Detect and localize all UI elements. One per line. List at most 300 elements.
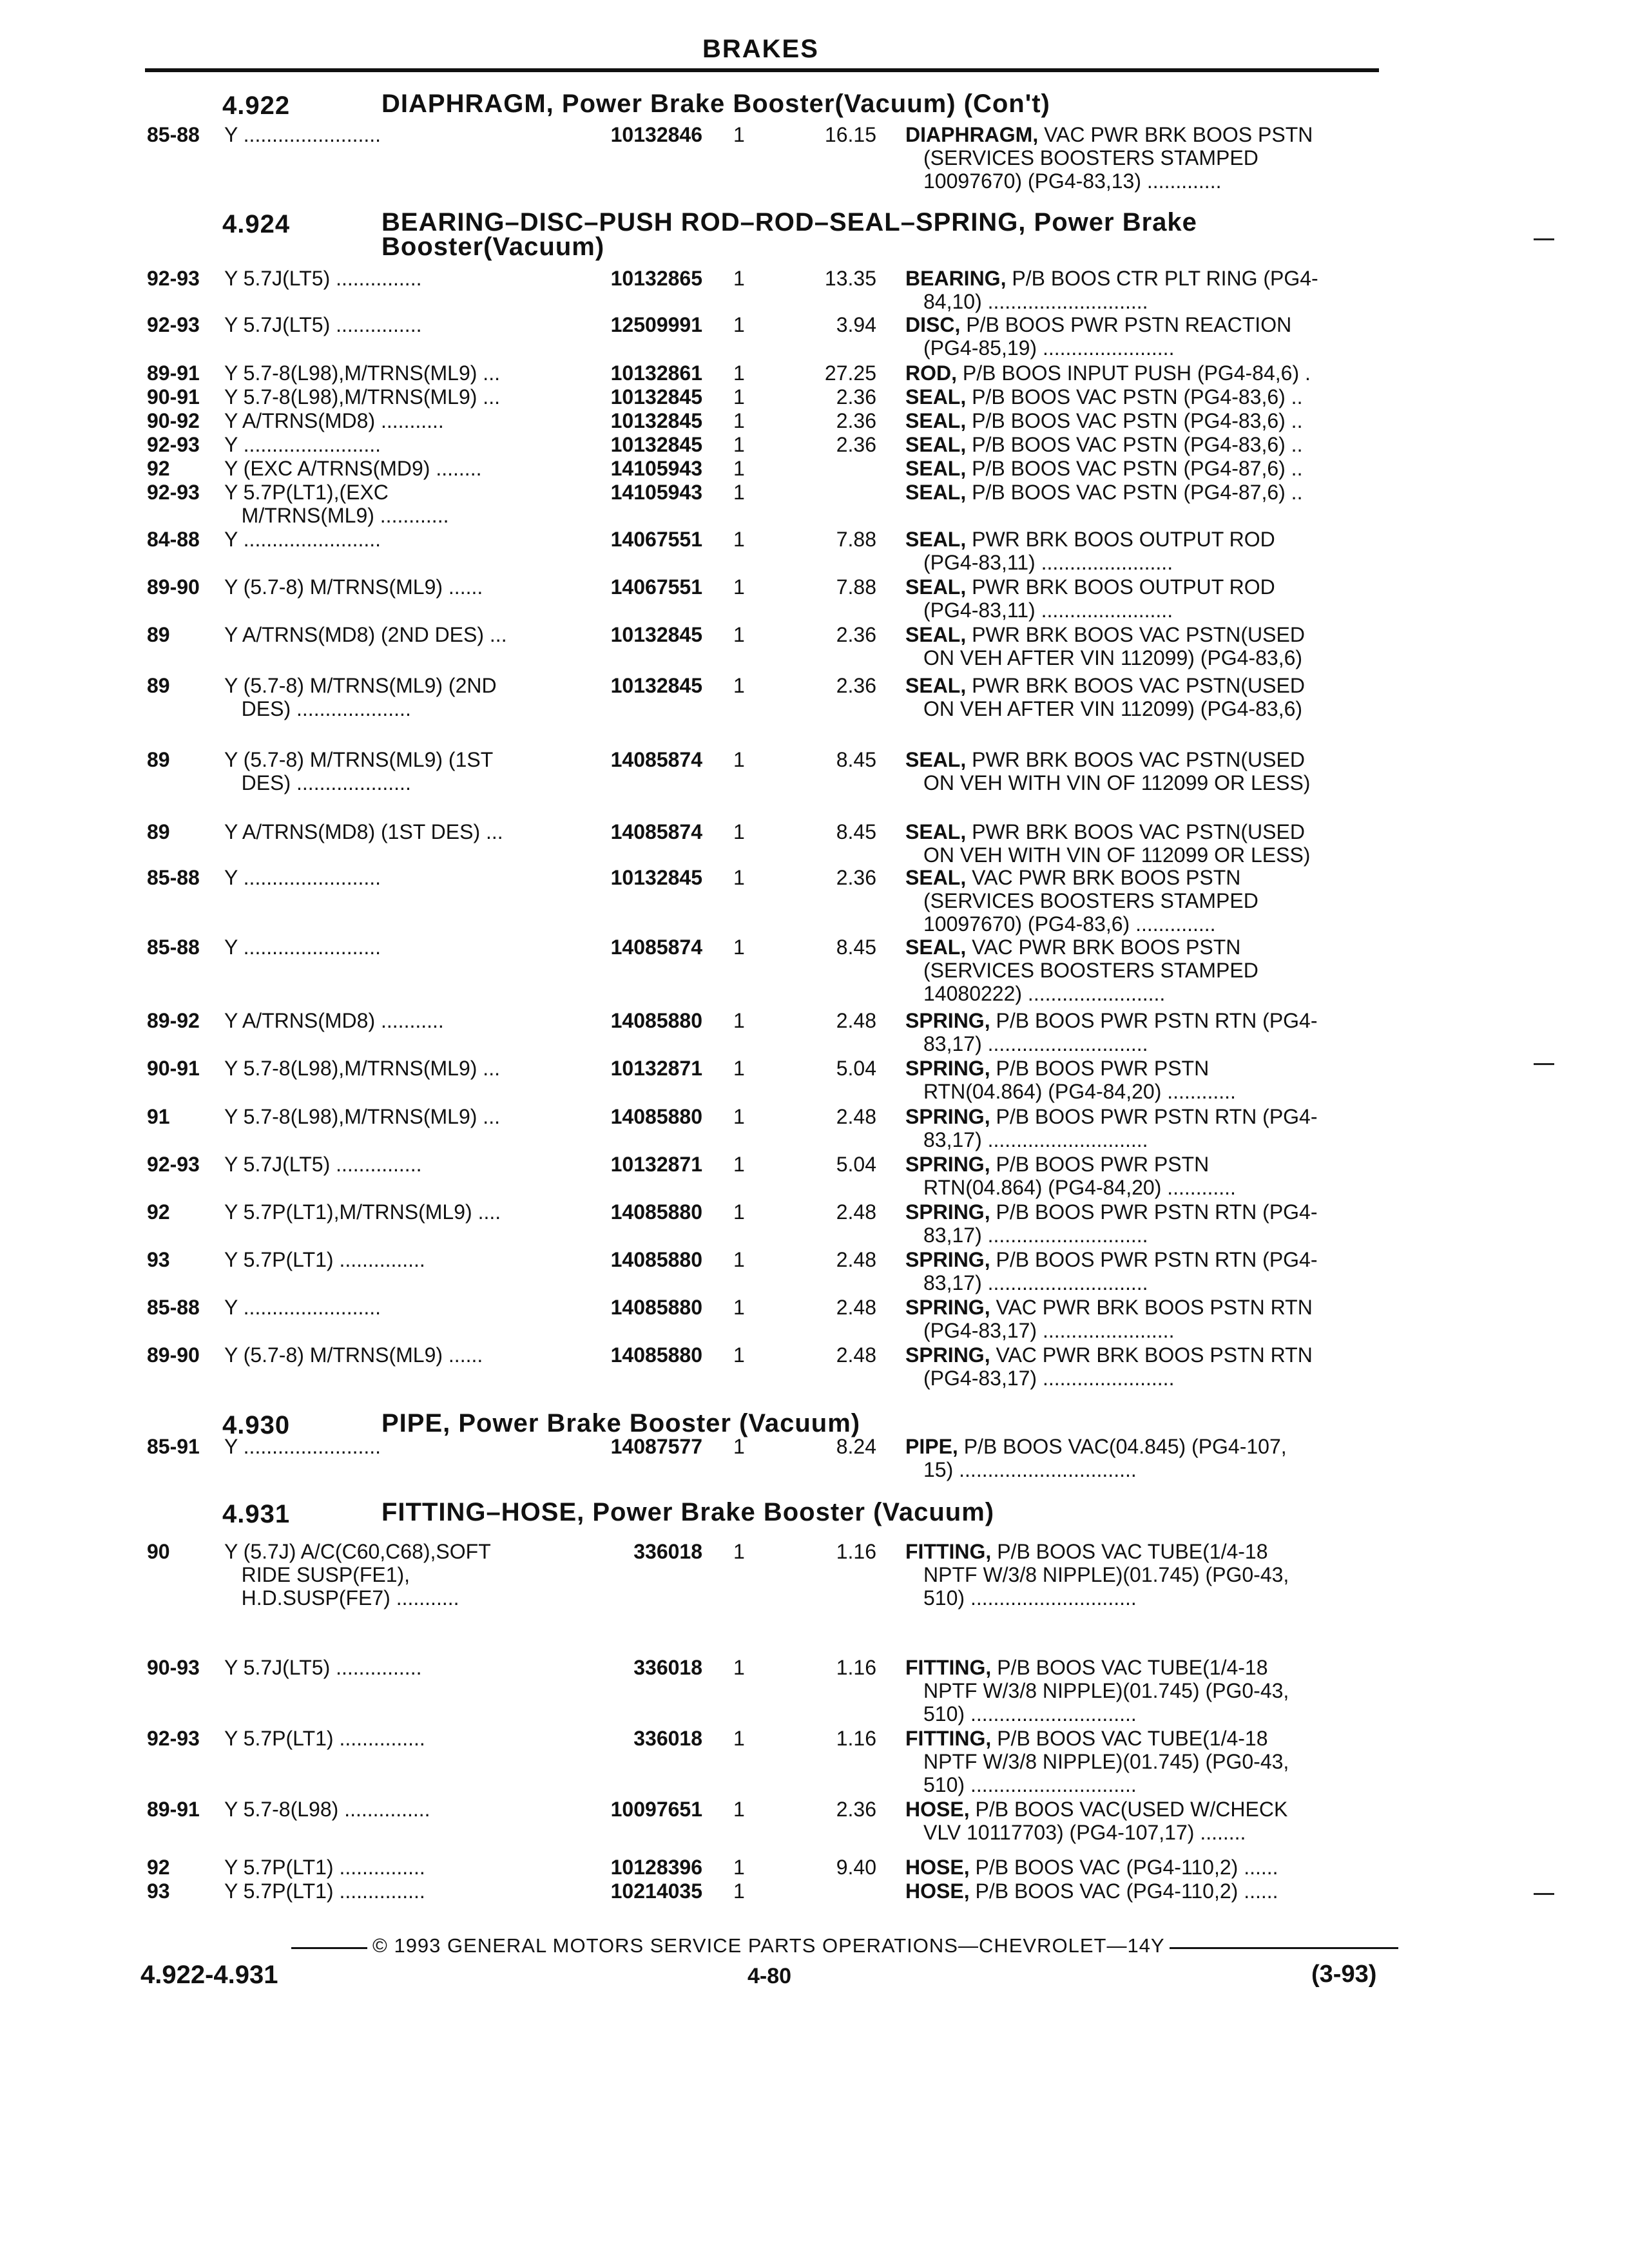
part-number: 14085874 bbox=[610, 820, 702, 843]
part-name bbox=[905, 433, 1382, 456]
quantity: 1 bbox=[733, 1248, 745, 1271]
application-description bbox=[224, 123, 569, 146]
part-name-line: 10097670) (PG4-83,13) ............. bbox=[923, 169, 1222, 193]
application-description bbox=[224, 361, 569, 385]
part-name-keyword: SEAL, bbox=[905, 409, 967, 432]
application-description bbox=[224, 528, 569, 551]
part-name-line bbox=[905, 866, 1382, 889]
model-years: 90-93 bbox=[147, 1656, 200, 1679]
part-name bbox=[905, 457, 1382, 480]
part-name-text: P/B BOOS VAC TUBE(1/4-18 bbox=[991, 1540, 1268, 1563]
list-price: 7.88 bbox=[836, 575, 876, 599]
description-line: Y (5.7-8) M/TRNS(ML9) ...... bbox=[224, 1343, 483, 1367]
part-name-line bbox=[905, 1435, 1382, 1458]
part-name-line: RTN(04.864) (PG4-84,20) ............ bbox=[923, 1080, 1236, 1103]
part-name-keyword: DISC, bbox=[905, 313, 961, 336]
part-name-text: P/B BOOS VAC (PG4-110,2) ...... bbox=[969, 1879, 1278, 1903]
part-number: 10132845 bbox=[610, 623, 702, 646]
part-number: 14085880 bbox=[610, 1200, 702, 1224]
section-number: 4.930 bbox=[222, 1411, 291, 1439]
list-price: 2.36 bbox=[836, 433, 876, 456]
part-name bbox=[905, 1798, 1382, 1844]
part-number: 14085880 bbox=[610, 1248, 702, 1271]
part-name-text: PWR BRK BOOS VAC PSTN(USED bbox=[966, 674, 1305, 697]
part-name-line bbox=[905, 123, 1382, 146]
part-name bbox=[905, 1435, 1382, 1481]
margin-tick bbox=[1534, 1893, 1554, 1895]
application-description bbox=[224, 1343, 569, 1367]
application-description bbox=[224, 1727, 569, 1750]
model-years: 90-91 bbox=[147, 385, 200, 408]
description-line: DES) .................... bbox=[224, 697, 411, 720]
description-line: Y 5.7P(LT1),(EXC bbox=[224, 481, 389, 504]
list-price: 2.48 bbox=[836, 1105, 876, 1128]
part-name-line bbox=[905, 1879, 1382, 1903]
list-price: 16.15 bbox=[824, 123, 876, 146]
model-years: 90-91 bbox=[147, 1057, 200, 1080]
part-name-text: PWR BRK BOOS VAC PSTN(USED bbox=[966, 820, 1305, 843]
part-name bbox=[905, 1057, 1382, 1103]
section-number: 4.931 bbox=[222, 1500, 291, 1528]
part-name-line: NPTF W/3/8 NIPPLE)(01.745) (PG0-43, bbox=[923, 1563, 1289, 1586]
quantity: 1 bbox=[733, 361, 745, 385]
model-years: 92 bbox=[147, 1200, 170, 1224]
list-price: 1.16 bbox=[836, 1727, 876, 1750]
part-number: 14085874 bbox=[610, 748, 702, 771]
description-line: Y 5.7-8(L98) ............... bbox=[224, 1798, 430, 1821]
part-name-text: PWR BRK BOOS VAC PSTN(USED bbox=[966, 748, 1305, 771]
model-years: 89-91 bbox=[147, 1798, 200, 1821]
list-price: 7.88 bbox=[836, 528, 876, 551]
part-number: 14087577 bbox=[610, 1435, 702, 1458]
list-price: 2.36 bbox=[836, 623, 876, 646]
list-price: 5.04 bbox=[836, 1153, 876, 1176]
part-name-line bbox=[905, 936, 1382, 959]
part-name-keyword: ROD, bbox=[905, 361, 957, 385]
part-name bbox=[905, 1200, 1382, 1247]
description-line: Y 5.7P(LT1) ............... bbox=[224, 1879, 425, 1903]
part-name-line bbox=[905, 1057, 1382, 1080]
part-name-text: VAC PWR BRK BOOS PSTN bbox=[1038, 123, 1313, 146]
part-name-text: VAC PWR BRK BOOS PSTN RTN bbox=[990, 1343, 1313, 1367]
application-description bbox=[224, 1435, 569, 1458]
list-price: 13.35 bbox=[824, 267, 876, 290]
list-price: 2.36 bbox=[836, 866, 876, 889]
part-name-text: P/B BOOS VAC(04.845) (PG4-107, bbox=[958, 1435, 1287, 1458]
part-name-line bbox=[905, 1540, 1382, 1563]
part-name-keyword: SEAL, bbox=[905, 748, 967, 771]
model-years: 85-88 bbox=[147, 1296, 200, 1319]
part-number: 10132871 bbox=[610, 1153, 702, 1176]
model-years: 92 bbox=[147, 1856, 170, 1879]
model-years: 84-88 bbox=[147, 528, 200, 551]
part-name-line: (SERVICES BOOSTERS STAMPED bbox=[923, 959, 1258, 982]
part-name bbox=[905, 866, 1382, 936]
part-name-line: RTN(04.864) (PG4-84,20) ............ bbox=[923, 1176, 1236, 1199]
part-name bbox=[905, 674, 1382, 720]
quantity: 1 bbox=[733, 1153, 745, 1176]
part-name-keyword: HOSE, bbox=[905, 1798, 970, 1821]
quantity: 1 bbox=[733, 1727, 745, 1750]
part-name-text: P/B BOOS INPUT PUSH (PG4-84,6) . bbox=[957, 361, 1311, 385]
part-number: 14085880 bbox=[610, 1009, 702, 1032]
model-years: 90-92 bbox=[147, 409, 200, 432]
model-years: 92-93 bbox=[147, 313, 200, 336]
description-line: RIDE SUSP(FE1), bbox=[224, 1563, 410, 1586]
part-name bbox=[905, 528, 1382, 574]
footer-rule-left bbox=[291, 1947, 367, 1949]
part-number: 14085874 bbox=[610, 936, 702, 959]
part-name-text: PWR BRK BOOS VAC PSTN(USED bbox=[966, 623, 1305, 646]
description-line: Y (5.7J) A/C(C60,C68),SOFT bbox=[224, 1540, 491, 1563]
footer-rule-right bbox=[1170, 1947, 1398, 1949]
application-description bbox=[224, 674, 569, 720]
part-name bbox=[905, 313, 1382, 360]
section-title: BEARING–DISC–PUSH ROD–ROD–SEAL–SPRING, Power Brake Booster(Vacuum) bbox=[381, 208, 1197, 261]
part-name-line bbox=[905, 457, 1382, 480]
part-name-line: 83,17) ............................ bbox=[923, 1271, 1148, 1294]
application-description bbox=[224, 267, 569, 290]
part-name bbox=[905, 481, 1382, 504]
description-line: Y (5.7-8) M/TRNS(ML9) (1ST bbox=[224, 748, 494, 771]
part-name-text: VAC PWR BRK BOOS PSTN bbox=[966, 866, 1241, 889]
part-name-keyword: SPRING, bbox=[905, 1343, 990, 1367]
quantity: 1 bbox=[733, 575, 745, 599]
footer-copyright: © 1993 GENERAL MOTORS SERVICE PARTS OPERATIONS—CHEVROLET—14Y bbox=[372, 1934, 1165, 1957]
description-line: Y 5.7J(LT5) ............... bbox=[224, 1656, 422, 1679]
part-name-line: VLV 10117703) (PG4-107,17) ........ bbox=[923, 1821, 1246, 1844]
section-title: PIPE, Power Brake Booster (Vacuum) bbox=[381, 1409, 861, 1437]
part-name-line bbox=[905, 1296, 1382, 1319]
application-description bbox=[224, 1009, 569, 1032]
part-name bbox=[905, 1248, 1382, 1294]
footer-section-range: 4.922-4.931 bbox=[140, 1961, 278, 1989]
model-years: 89-91 bbox=[147, 361, 200, 385]
part-name-line bbox=[905, 820, 1382, 843]
application-description bbox=[224, 748, 569, 794]
part-name-line: (PG4-85,19) ....................... bbox=[923, 336, 1175, 360]
description-line: Y (5.7-8) M/TRNS(ML9) (2ND bbox=[224, 674, 497, 697]
part-name-text: P/B BOOS PWR PSTN RTN (PG4- bbox=[990, 1248, 1318, 1271]
quantity: 1 bbox=[733, 481, 745, 504]
part-name-keyword: SEAL, bbox=[905, 674, 967, 697]
part-number: 10132845 bbox=[610, 674, 702, 697]
quantity: 1 bbox=[733, 313, 745, 336]
quantity: 1 bbox=[733, 433, 745, 456]
section-title: FITTING–HOSE, Power Brake Booster (Vacuum) bbox=[381, 1498, 995, 1526]
description-line: Y 5.7J(LT5) ............... bbox=[224, 313, 422, 336]
part-name-keyword: SEAL, bbox=[905, 575, 967, 599]
part-name-line bbox=[905, 385, 1382, 408]
part-name-text: P/B BOOS VAC (PG4-110,2) ...... bbox=[969, 1856, 1278, 1879]
application-description bbox=[224, 1200, 569, 1224]
part-name-text: P/B BOOS PWR PSTN RTN (PG4- bbox=[990, 1105, 1318, 1128]
part-name-line: (PG4-83,17) ....................... bbox=[923, 1319, 1175, 1342]
part-name-text: P/B BOOS VAC TUBE(1/4-18 bbox=[991, 1656, 1268, 1679]
part-name-line bbox=[905, 1343, 1382, 1367]
part-name-keyword: SPRING, bbox=[905, 1200, 990, 1224]
part-number: 10097651 bbox=[610, 1798, 702, 1821]
description-line: M/TRNS(ML9) ............ bbox=[224, 504, 449, 527]
part-number: 14105943 bbox=[610, 457, 702, 480]
header-rule bbox=[145, 68, 1379, 72]
model-years: 92-93 bbox=[147, 433, 200, 456]
footer-page-number: 4-80 bbox=[747, 1964, 792, 1988]
application-description bbox=[224, 820, 569, 843]
description-line: Y A/TRNS(MD8) (1ST DES) ... bbox=[224, 820, 503, 843]
part-name-keyword: SEAL, bbox=[905, 528, 967, 551]
part-name-line: 510) ............................. bbox=[923, 1773, 1137, 1796]
description-line: Y 5.7P(LT1) ............... bbox=[224, 1727, 425, 1750]
model-years: 91 bbox=[147, 1105, 170, 1128]
part-name bbox=[905, 361, 1382, 385]
list-price: 1.16 bbox=[836, 1540, 876, 1563]
description-line: Y 5.7P(LT1),M/TRNS(ML9) .... bbox=[224, 1200, 501, 1224]
application-description bbox=[224, 409, 569, 432]
part-name-line: (SERVICES BOOSTERS STAMPED bbox=[923, 889, 1258, 912]
part-number: 10214035 bbox=[610, 1879, 702, 1903]
part-name-line: 83,17) ............................ bbox=[923, 1224, 1148, 1247]
quantity: 1 bbox=[733, 267, 745, 290]
application-description bbox=[224, 1540, 569, 1610]
quantity: 1 bbox=[733, 1656, 745, 1679]
list-price: 2.48 bbox=[836, 1343, 876, 1367]
description-line: Y ........................ bbox=[224, 1296, 381, 1319]
part-name bbox=[905, 409, 1382, 432]
part-name-keyword: SPRING, bbox=[905, 1057, 990, 1080]
part-number: 14085880 bbox=[610, 1343, 702, 1367]
part-name-line: 510) ............................. bbox=[923, 1586, 1137, 1610]
description-line: Y 5.7-8(L98),M/TRNS(ML9) ... bbox=[224, 385, 500, 408]
quantity: 1 bbox=[733, 1435, 745, 1458]
model-years: 92-93 bbox=[147, 481, 200, 504]
part-name-line bbox=[905, 575, 1382, 599]
application-description bbox=[224, 385, 569, 408]
description-line: Y 5.7P(LT1) ............... bbox=[224, 1248, 425, 1271]
part-name-line: ON VEH WITH VIN OF 112099 OR LESS) bbox=[923, 771, 1311, 794]
quantity: 1 bbox=[733, 528, 745, 551]
margin-tick bbox=[1534, 1063, 1554, 1065]
part-name-line bbox=[905, 623, 1382, 646]
list-price: 8.45 bbox=[836, 748, 876, 771]
list-price: 8.24 bbox=[836, 1435, 876, 1458]
part-name bbox=[905, 123, 1382, 193]
part-name-line bbox=[905, 1656, 1382, 1679]
part-name bbox=[905, 1879, 1382, 1903]
part-name-keyword: SEAL, bbox=[905, 385, 967, 408]
quantity: 1 bbox=[733, 1057, 745, 1080]
quantity: 1 bbox=[733, 1540, 745, 1563]
part-name bbox=[905, 385, 1382, 408]
part-name-line bbox=[905, 674, 1382, 697]
footer-date: (3-93) bbox=[1311, 1961, 1377, 1988]
list-price: 2.36 bbox=[836, 674, 876, 697]
application-description bbox=[224, 866, 569, 889]
part-name-keyword: SPRING, bbox=[905, 1153, 990, 1176]
part-name-line: (PG4-83,11) ....................... bbox=[923, 551, 1173, 574]
part-name-keyword: FITTING, bbox=[905, 1656, 992, 1679]
part-name-line: 83,17) ............................ bbox=[923, 1032, 1148, 1055]
part-name-line bbox=[905, 481, 1382, 504]
part-name-keyword: SPRING, bbox=[905, 1296, 990, 1319]
application-description bbox=[224, 1798, 569, 1821]
part-name-text: P/B BOOS PWR PSTN bbox=[990, 1057, 1210, 1080]
part-number: 14085880 bbox=[610, 1105, 702, 1128]
quantity: 1 bbox=[733, 1200, 745, 1224]
part-number: 10132845 bbox=[610, 866, 702, 889]
part-name-keyword: HOSE, bbox=[905, 1856, 970, 1879]
model-years: 92-93 bbox=[147, 1153, 200, 1176]
part-name-line: 84,10) ............................ bbox=[923, 290, 1148, 313]
quantity: 1 bbox=[733, 123, 745, 146]
part-number: 336018 bbox=[633, 1727, 702, 1750]
part-name-line: (PG4-83,11) ....................... bbox=[923, 599, 1173, 622]
description-line: Y ........................ bbox=[224, 936, 381, 959]
quantity: 1 bbox=[733, 409, 745, 432]
part-number: 14067551 bbox=[610, 575, 702, 599]
part-name-keyword: SEAL, bbox=[905, 820, 967, 843]
list-price: 2.48 bbox=[836, 1248, 876, 1271]
part-name bbox=[905, 1009, 1382, 1055]
description-line: DES) .................... bbox=[224, 771, 411, 794]
part-name-line bbox=[905, 361, 1382, 385]
part-name-line: (PG4-83,17) ....................... bbox=[923, 1367, 1175, 1390]
application-description bbox=[224, 433, 569, 456]
part-name-text: P/B BOOS VAC(USED W/CHECK bbox=[969, 1798, 1288, 1821]
part-number: 10132845 bbox=[610, 409, 702, 432]
list-price: 1.16 bbox=[836, 1656, 876, 1679]
list-price: 27.25 bbox=[824, 361, 876, 385]
description-line: Y A/TRNS(MD8) ........... bbox=[224, 409, 444, 432]
list-price: 9.40 bbox=[836, 1856, 876, 1879]
model-years: 90 bbox=[147, 1540, 170, 1563]
part-name-keyword: SEAL, bbox=[905, 433, 967, 456]
application-description bbox=[224, 1105, 569, 1128]
section-title: DIAPHRAGM, Power Brake Booster(Vacuum) (Con't) bbox=[381, 90, 1050, 118]
description-line: Y 5.7P(LT1) ............... bbox=[224, 1856, 425, 1879]
model-years: 89 bbox=[147, 674, 170, 697]
application-description bbox=[224, 575, 569, 599]
quantity: 1 bbox=[733, 1105, 745, 1128]
description-line: Y 5.7-8(L98),M/TRNS(ML9) ... bbox=[224, 1057, 500, 1080]
quantity: 1 bbox=[733, 1798, 745, 1821]
part-name bbox=[905, 820, 1382, 867]
model-years: 89 bbox=[147, 623, 170, 646]
model-years: 92-93 bbox=[147, 267, 200, 290]
description-line: Y ........................ bbox=[224, 528, 381, 551]
part-name-keyword: FITTING, bbox=[905, 1540, 992, 1563]
description-line: H.D.SUSP(FE7) ........... bbox=[224, 1586, 459, 1610]
description-line: Y ........................ bbox=[224, 123, 381, 146]
part-name-text: P/B BOOS PWR PSTN RTN (PG4- bbox=[990, 1009, 1318, 1032]
list-price: 2.36 bbox=[836, 385, 876, 408]
part-name-line: 510) ............................. bbox=[923, 1702, 1137, 1725]
part-name-keyword: SPRING, bbox=[905, 1105, 990, 1128]
model-years: 92 bbox=[147, 457, 170, 480]
description-line: Y A/TRNS(MD8) ........... bbox=[224, 1009, 444, 1032]
part-number: 10132845 bbox=[610, 385, 702, 408]
part-name-line: NPTF W/3/8 NIPPLE)(01.745) (PG0-43, bbox=[923, 1679, 1289, 1702]
part-name-keyword: SEAL, bbox=[905, 936, 967, 959]
quantity: 1 bbox=[733, 1296, 745, 1319]
part-number: 10132865 bbox=[610, 267, 702, 290]
description-line: Y ........................ bbox=[224, 433, 381, 456]
part-number: 336018 bbox=[633, 1540, 702, 1563]
part-name-text: P/B BOOS VAC PSTN (PG4-87,6) .. bbox=[966, 481, 1303, 504]
part-name-line bbox=[905, 1153, 1382, 1176]
part-number: 336018 bbox=[633, 1656, 702, 1679]
description-line: Y 5.7-8(L98),M/TRNS(ML9) ... bbox=[224, 361, 500, 385]
part-name-line: ON VEH AFTER VIN 112099) (PG4-83,6) bbox=[923, 646, 1303, 669]
application-description bbox=[224, 481, 569, 527]
part-number: 10132846 bbox=[610, 123, 702, 146]
application-description bbox=[224, 1153, 569, 1176]
part-name-line bbox=[905, 1248, 1382, 1271]
quantity: 1 bbox=[733, 1009, 745, 1032]
quantity: 1 bbox=[733, 748, 745, 771]
model-years: 89-90 bbox=[147, 1343, 200, 1367]
description-line: Y 5.7-8(L98),M/TRNS(ML9) ... bbox=[224, 1105, 500, 1128]
part-name-keyword: HOSE, bbox=[905, 1879, 970, 1903]
description-line: Y ........................ bbox=[224, 1435, 381, 1458]
model-years: 85-88 bbox=[147, 936, 200, 959]
part-name-line bbox=[905, 433, 1382, 456]
list-price: 2.48 bbox=[836, 1009, 876, 1032]
part-name bbox=[905, 1540, 1382, 1610]
part-name-text: P/B BOOS PWR PSTN RTN (PG4- bbox=[990, 1200, 1318, 1224]
description-line: Y 5.7J(LT5) ............... bbox=[224, 267, 422, 290]
list-price: 2.48 bbox=[836, 1296, 876, 1319]
part-name bbox=[905, 748, 1382, 794]
part-name-text: PWR BRK BOOS OUTPUT ROD bbox=[966, 528, 1275, 551]
part-name bbox=[905, 1656, 1382, 1725]
part-number: 10132871 bbox=[610, 1057, 702, 1080]
part-name-line bbox=[905, 313, 1382, 336]
model-years: 89 bbox=[147, 748, 170, 771]
list-price: 5.04 bbox=[836, 1057, 876, 1080]
list-price: 2.36 bbox=[836, 1798, 876, 1821]
part-name-line bbox=[905, 1200, 1382, 1224]
part-name bbox=[905, 1105, 1382, 1151]
part-name-keyword: FITTING, bbox=[905, 1727, 992, 1750]
section-number: 4.924 bbox=[222, 210, 291, 238]
quantity: 1 bbox=[733, 1879, 745, 1903]
part-name-line: (SERVICES BOOSTERS STAMPED bbox=[923, 146, 1258, 169]
list-price: 2.48 bbox=[836, 1200, 876, 1224]
part-name bbox=[905, 1343, 1382, 1390]
part-number: 14067551 bbox=[610, 528, 702, 551]
model-years: 89-90 bbox=[147, 575, 200, 599]
part-name-line bbox=[905, 748, 1382, 771]
application-description bbox=[224, 1296, 569, 1319]
part-name-keyword: SEAL, bbox=[905, 623, 967, 646]
section-number: 4.922 bbox=[222, 91, 291, 120]
part-name-line: 83,17) ............................ bbox=[923, 1128, 1148, 1151]
part-name-line bbox=[905, 1798, 1382, 1821]
quantity: 1 bbox=[733, 866, 745, 889]
list-price: 8.45 bbox=[836, 936, 876, 959]
part-name-line: 14080222) ........................ bbox=[923, 982, 1166, 1005]
part-number: 10128396 bbox=[610, 1856, 702, 1879]
application-description bbox=[224, 1057, 569, 1080]
application-description bbox=[224, 936, 569, 959]
quantity: 1 bbox=[733, 936, 745, 959]
model-years: 85-91 bbox=[147, 1435, 200, 1458]
part-name-text: P/B BOOS VAC TUBE(1/4-18 bbox=[991, 1727, 1268, 1750]
quantity: 1 bbox=[733, 674, 745, 697]
description-line: Y 5.7J(LT5) ............... bbox=[224, 1153, 422, 1176]
part-name-keyword: BEARING, bbox=[905, 267, 1007, 290]
